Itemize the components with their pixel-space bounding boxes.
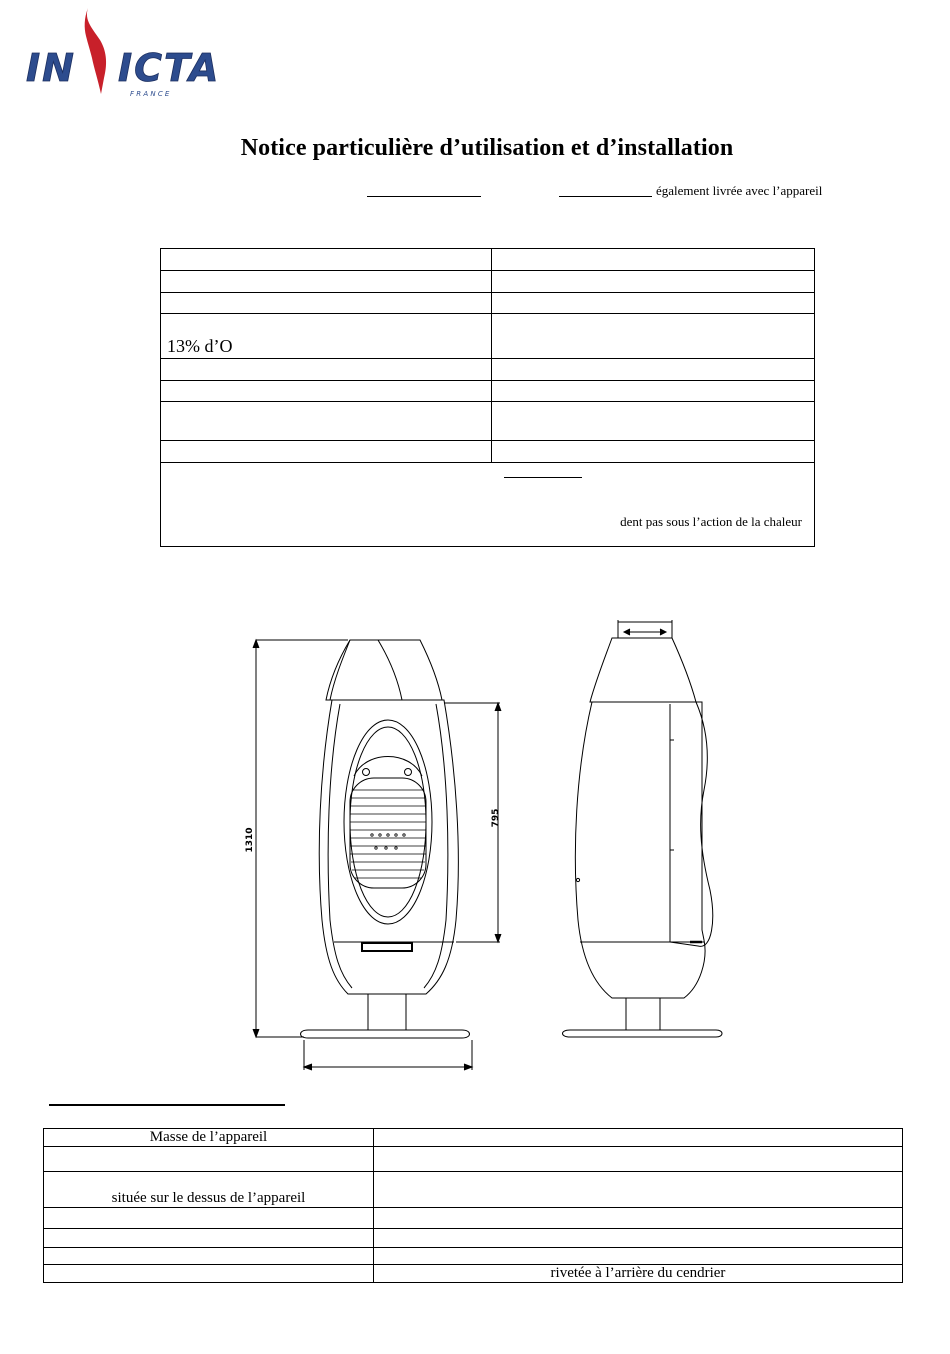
o2-label: 13% d’O: [161, 314, 492, 359]
table-cell: [44, 1147, 374, 1172]
door-height-dimension-label: 795: [491, 808, 501, 828]
subtitle-text: également livrée avec l’appareil: [656, 183, 823, 198]
section-heading-underline: [49, 1104, 285, 1106]
table-cell: [374, 1248, 903, 1265]
table-cell: [44, 1208, 374, 1229]
flame-icon: [85, 8, 106, 94]
table-cell: [374, 1229, 903, 1248]
logo-subtext: F R A N C E: [130, 90, 170, 98]
footnote-cell: [161, 463, 815, 547]
svg-text:ICTA: ICTA: [118, 46, 221, 90]
front-view: [245, 640, 501, 1070]
table-cell: [44, 1265, 374, 1283]
riveted-location-label: rivetée à l’arrière du cendrier: [374, 1265, 903, 1283]
spec-cell: [492, 441, 815, 463]
spec-cell: [492, 249, 815, 271]
footnote-text: dent pas sous l’action de la chaleur: [620, 514, 802, 529]
mass-label: Masse de l’appareil: [44, 1129, 374, 1147]
spec-cell: [492, 359, 815, 381]
table-cell: [374, 1147, 903, 1172]
spec-cell: [492, 314, 815, 359]
identification-table: [43, 1128, 903, 1283]
spec-cell: [492, 381, 815, 402]
spec-cell: [161, 293, 492, 314]
blank-underline: [559, 196, 652, 197]
spec-cell: [161, 249, 492, 271]
spec-cell: [161, 271, 492, 293]
stove-drawing: [230, 600, 750, 1080]
spec-cell: [161, 402, 492, 441]
page-title: Notice particulière d’utilisation et d’installation: [240, 135, 734, 161]
plate-location-label: située sur le dessus de l’appareil: [44, 1172, 374, 1208]
invicta-logo: [22, 6, 272, 98]
spec-cell: [161, 441, 492, 463]
spec-cell: [492, 293, 815, 314]
spec-table: [160, 248, 815, 547]
blank-underline: [504, 477, 582, 478]
spec-cell: [161, 359, 492, 381]
table-cell: [374, 1208, 903, 1229]
height-dimension-label: 1310: [245, 827, 255, 853]
svg-text:IN: IN: [26, 46, 76, 90]
table-cell: [44, 1248, 374, 1265]
spec-cell: [161, 381, 492, 402]
blank-underline: [367, 196, 481, 197]
table-cell: [374, 1172, 903, 1208]
spec-cell: [492, 271, 815, 293]
spec-cell: [492, 402, 815, 441]
side-view: [563, 620, 723, 1037]
table-cell: [44, 1229, 374, 1248]
table-cell: [374, 1129, 903, 1147]
